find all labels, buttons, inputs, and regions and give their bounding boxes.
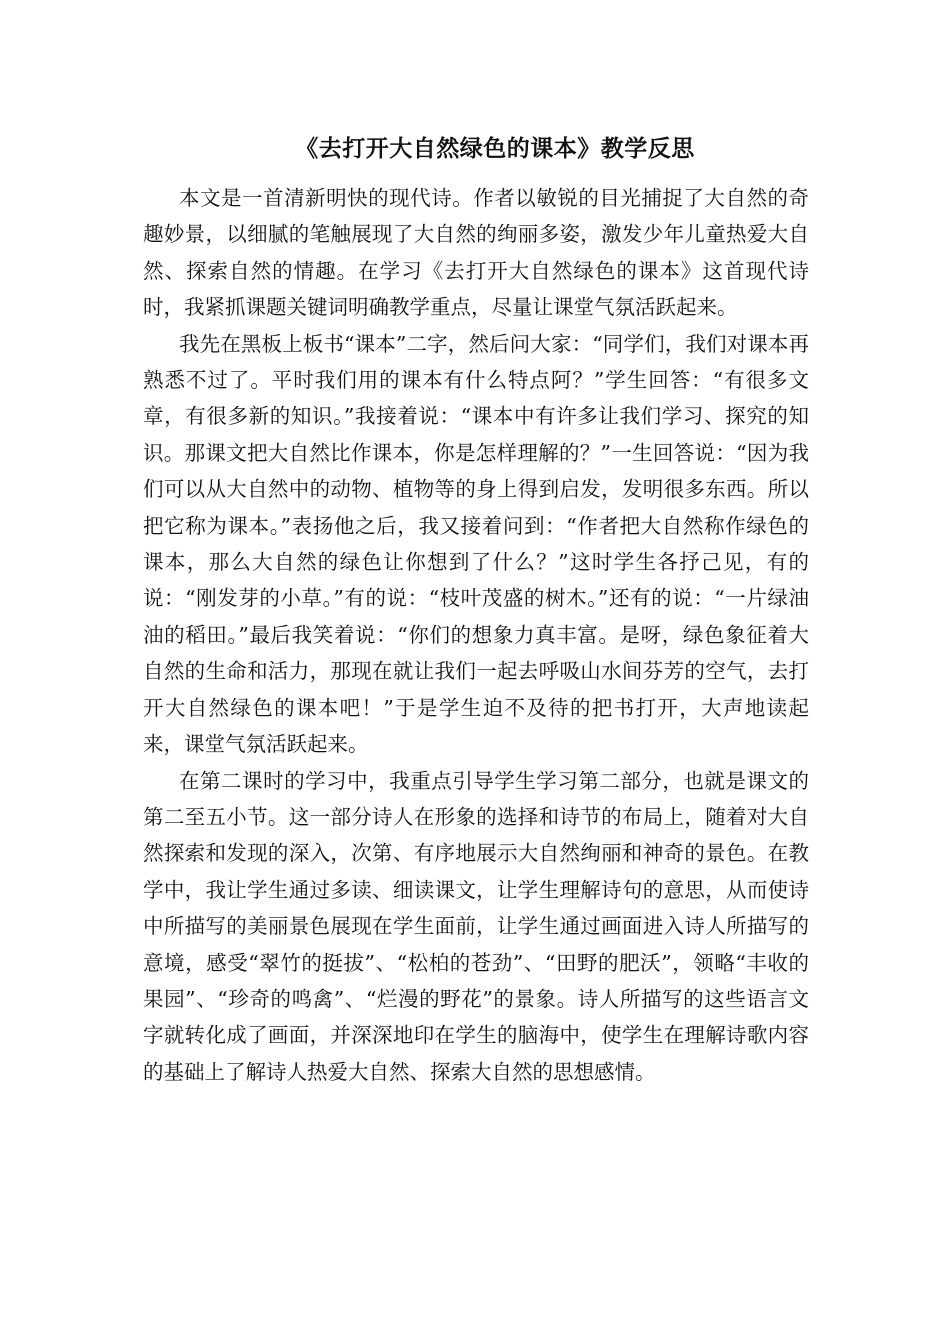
paragraph-second-lesson: 在第二课时的学习中，我重点引导学生学习第二部分，也就是课文的第二至五小节。这一部分诗人在形象的选择和诗节的布局上，随着对大自然探索和发现的深入，次第、有序地展示大自然绚丽和神奇的景色。在教学中，我让学生通过多读、细读课文，让学生理解诗句的意思，从而使诗中所描写的美丽景色展现在学生面前，让学生通过画面进入诗人所描写的意境，感受“翠竹的挺拔”、“松柏的苍劲”、“田野的肥沃”，领略“丰收的果园”、“珍奇的鸣禽”、“烂漫的野花”的景象。诗人所描写的这些语言文字就转化成了画面，并深深地印在学生的脑海中，使学生在理解诗歌内容的基础上了解诗人热爱大自然、探索大自然的思想感情。 bbox=[143, 768, 809, 1084]
paragraph-classroom-dialogue: 我先在黑板上板书“课本”二字，然后问大家：“同学们，我们对课本再熟悉不过了。平时我们用的课本有什么特点阿？”学生回答：“有很多文章，有很多新的知识。”我接着说：“课本中有许多让我们学习、探究的知识。那课文把大自然比作课本，你是怎样理解的？”一生回答说：“因为我们可以从大自然中的动物、植物等的身上得到启发，发明很多东西。所以把它称为课本。”表扬他之后，我又接着问到：“作者把大自然称作绿色的课本，那么大自然的绿色让你想到了什么？”这时学生各抒己见，有的说：“刚发芽的小草。”有的说：“枝叶茂盛的树木。”还有的说：“一片绿油油的稻田。”最后我笑着说：“你们的想象力真丰富。是呀，绿色象征着大自然的生命和活力，那现在就让我们一起去呼吸山水间芬芳的空气，去打开大自然绿色的课本吧！”于是学生迫不及待的把书打开，大声地读起来，课堂气氛活跃起来。 bbox=[143, 331, 809, 757]
paragraph-intro: 本文是一首清新明快的现代诗。作者以敏锐的目光捕捉了大自然的奇趣妙景，以细腻的笔触展现了大自然的绚丽多姿，激发少年儿童热爱大自然、探索自然的情趣。在学习《去打开大自然绿色的课本》这首现代诗时，我紧抓课题关键词明确教学重点，尽量让课堂气氛活跃起来。 bbox=[143, 186, 809, 320]
document-body bbox=[143, 180, 809, 1090]
document-title: 《去打开大自然绿色的课本》教学反思 bbox=[295, 135, 695, 162]
